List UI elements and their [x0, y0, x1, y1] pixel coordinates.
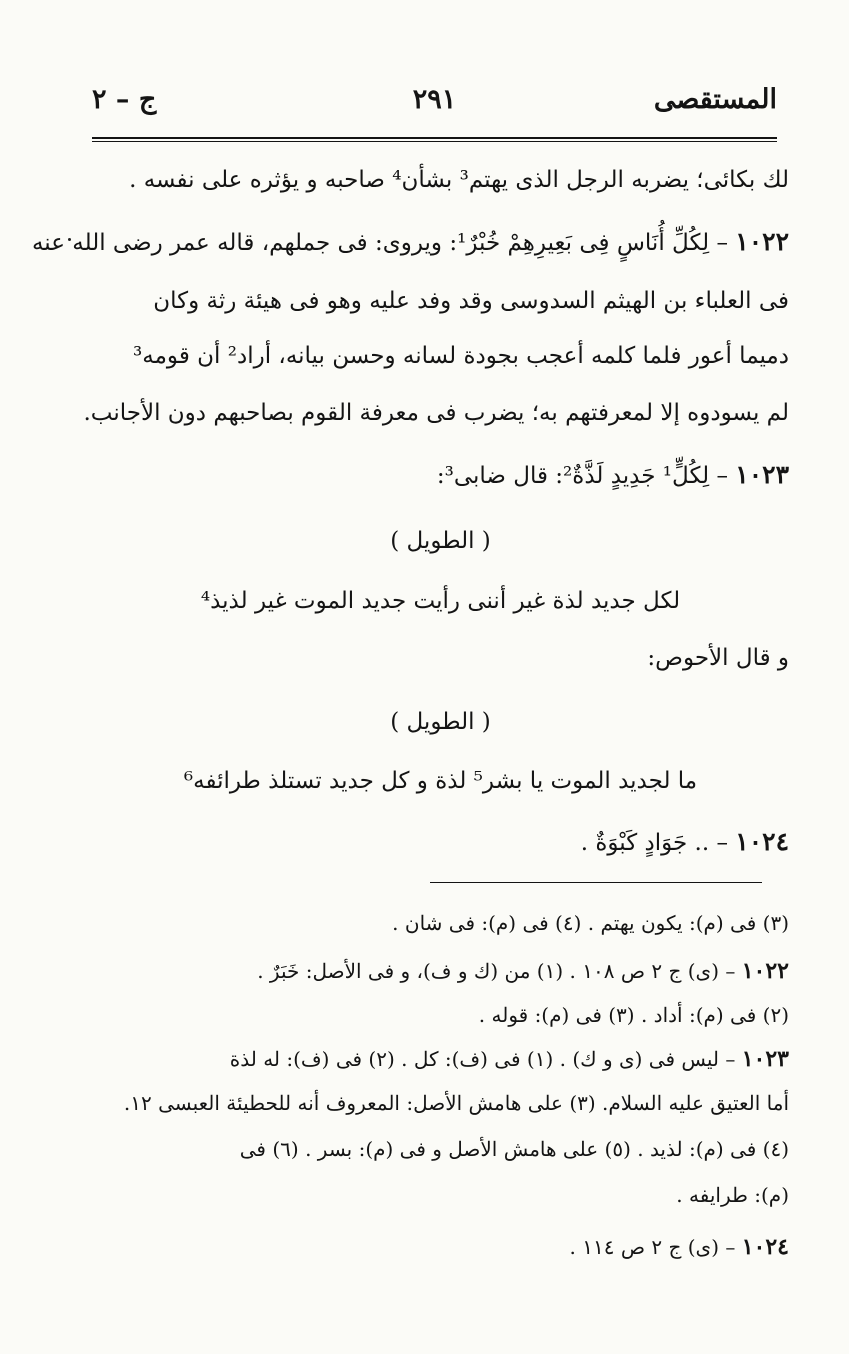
footnote-line: ١٠٢٢ – (ى) ج ٢ ص ١٠٨ . (١) من (ك و ف)، و فى الأصل: خَبَرٌ . — [257, 958, 789, 984]
entry-number: ١٠٢٤ — [735, 827, 789, 856]
footnote-line: ١٠٢٤ – (ى) ج ٢ ص ١١٤ . — [569, 1234, 789, 1260]
page-header — [92, 84, 777, 130]
footnote-line: (٣) فى (م): يكون يهتم . (٤) فى (م): فى شان . — [392, 911, 789, 935]
meter-label: ( الطويل ) — [390, 528, 491, 554]
footnote-line: (٢) فى (م): أداد . (٣) فى (م): قوله . — [478, 1003, 789, 1027]
text-line: لك بكائى؛ يضربه الرجل الذى يهتم³ بشأن⁴ صاحبه و يؤثره على نفسه . — [129, 167, 789, 193]
volume-label: ج – ٢ — [92, 84, 157, 115]
text-line: دميما أعور فلما كلمه أعجب بجودة لسانه وحسن بيانه، أراد² أن قومه³ — [133, 343, 789, 369]
entry-1022: ١٠٢٢ – لِكُلِّ أُنَاسٍ فِى بَعِيرِهِمْ خُبْرٌ¹: ويروى: فى جملهم، قاله عمر رضى الله عنه — [31, 227, 789, 256]
header-rule-thin — [92, 141, 777, 142]
footnote-line: ١٠٢٣ – ليس فى (ى و ك) . (١) فى (ف): كل . (٢) فى (ف): له لذة — [229, 1046, 789, 1072]
footnote-line: أما العتيق عليه السلام. (٣) على هامش الأصل: المعروف أنه للحطيئة العبسى ١٢. — [123, 1091, 789, 1115]
footnote-rule — [430, 882, 762, 883]
text-line: فى العلباء بن الهيثم السدوسى وقد وفد عليه وهو فى هيئة رثة وكان — [153, 288, 789, 314]
text-line: لم يسودوه إلا لمعرفتهم به؛ يضرب فى معرفة القوم بصاحبهم دون الأجانب. — [83, 400, 789, 426]
entry-1024: ١٠٢٤ – .. جَوَادٍ كَبْوَةٌ . — [580, 827, 789, 856]
text-line: و قال الأحوص: — [647, 645, 789, 671]
meter-label: ( الطويل ) — [390, 709, 491, 735]
page-number: ٢٩١ — [412, 84, 457, 115]
entry-1023: ١٠٢٣ – لِكُلٍّ¹ جَدِيدٍ لَذَّةٌ²: قال ضابى³: — [436, 460, 789, 489]
entry-number: ١٠٢٤ — [741, 1234, 789, 1260]
verse-line: ما لجديد الموت يا بشر⁵ لذة و كل جديد تستلذ طرائفه⁶ — [183, 768, 698, 794]
entry-number: ١٠٢٣ — [741, 1046, 789, 1072]
running-title: المستقصى — [653, 84, 777, 115]
footnote-line: (٤) فى (م): لذيد . (٥) على هامش الأصل و فى (م): بسر . (٦) فى — [239, 1137, 789, 1161]
footnote-line: (م): طرايفه . — [676, 1183, 789, 1207]
header-rule — [92, 137, 777, 139]
verse-line: لكل جديد لذة غير أننى رأيت جديد الموت غير لذيذ⁴ — [200, 588, 681, 614]
entry-number: ١٠٢٢ — [741, 958, 789, 984]
entry-number: ١٠٢٣ — [735, 460, 789, 489]
entry-number: ١٠٢٢ — [735, 227, 789, 256]
